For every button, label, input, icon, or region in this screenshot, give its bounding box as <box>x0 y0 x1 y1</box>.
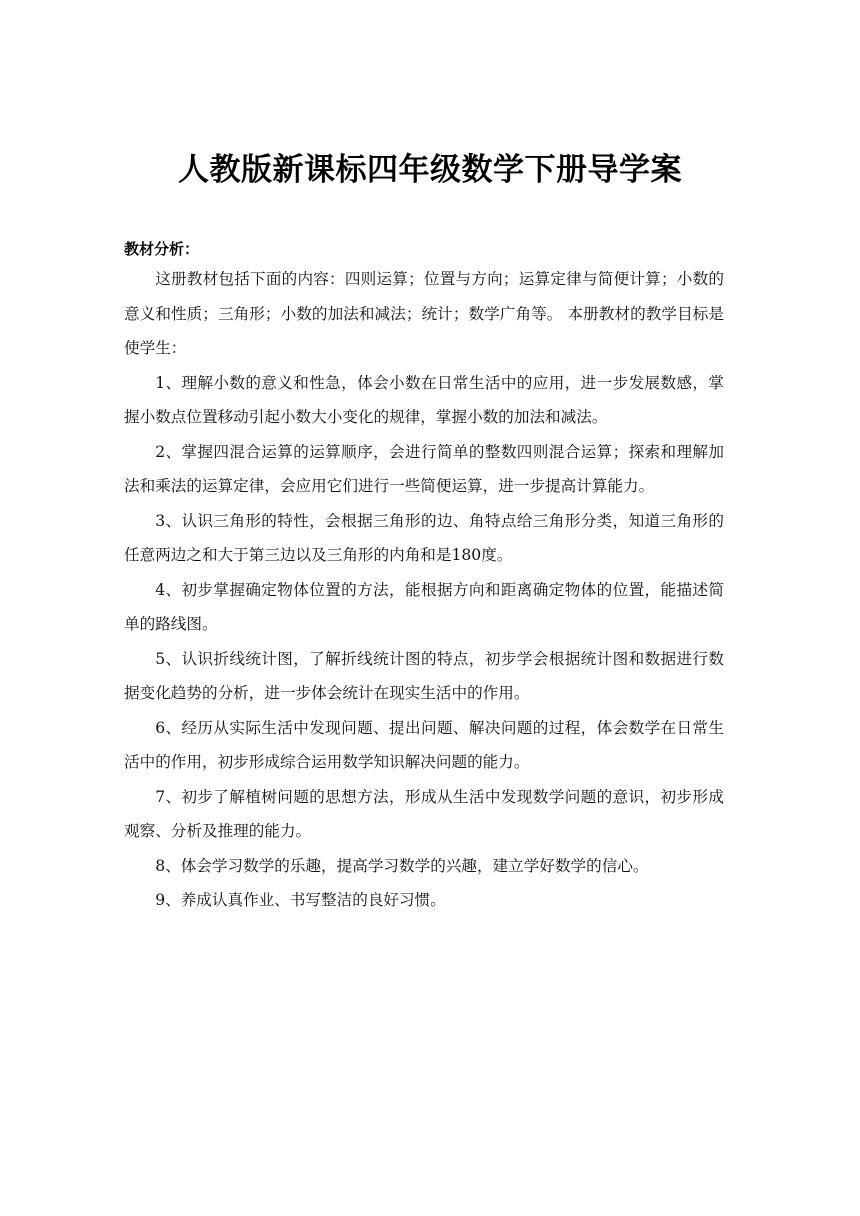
goal-item-6: 6、经历从实际生活中发现问题、提出问题、解决问题的过程，体会数学在日常生活中的作用，初步形成综合运用数学知识解决问题的能力。 <box>124 718 724 771</box>
page-title: 人教版新课标四年级数学下册导学案 <box>178 152 682 188</box>
body-text <box>124 262 724 918</box>
goal-item-1: 1、理解小数的意义和性急，体会小数在日常生活中的应用，进一步发展数感，掌握小数点位置移动引起小数大小变化的规律，掌握小数的加法和减法。 <box>124 373 724 426</box>
section-heading: 教材分析： <box>124 240 200 258</box>
goal-item-4: 4、初步掌握确定物体位置的方法，能根据方向和距离确定物体的位置，能描述简单的路线图。 <box>124 580 724 633</box>
goal-item-7: 7、初步了解植树问题的思想方法，形成从生活中发现数学问题的意识，初步形成观察、分析及推理的能力。 <box>124 787 724 840</box>
goal-item-2: 2、掌握四混合运算的运算顺序，会进行简单的整数四则混合运算；探索和理解加法和乘法的运算定律，会应用它们进行一些简便运算，进一步提高计算能力。 <box>124 442 724 495</box>
intro-paragraph: 这册教材包括下面的内容：四则运算；位置与方向；运算定律与简便计算；小数的意义和性质；三角形；小数的加法和减法；统计；数学广角等。 本册教材的教学目标是使学生： <box>124 270 724 357</box>
goal-item-5: 5、认识折线统计图，了解折线统计图的特点，初步学会根据统计图和数据进行数据变化趋势的分析，进一步体会统计在现实生活中的作用。 <box>124 649 724 702</box>
goal-item-9: 9、养成认真作业、书写整洁的良好习惯。 <box>155 891 446 909</box>
goal-item-3: 3、认识三角形的特性，会根据三角形的边、角特点给三角形分类，知道三角形的任意两边之和大于第三边以及三角形的内角和是180度。 <box>124 511 724 564</box>
goal-item-8: 8、体会学习数学的乐趣，提高学习数学的兴趣，建立学好数学的信心。 <box>155 856 649 875</box>
